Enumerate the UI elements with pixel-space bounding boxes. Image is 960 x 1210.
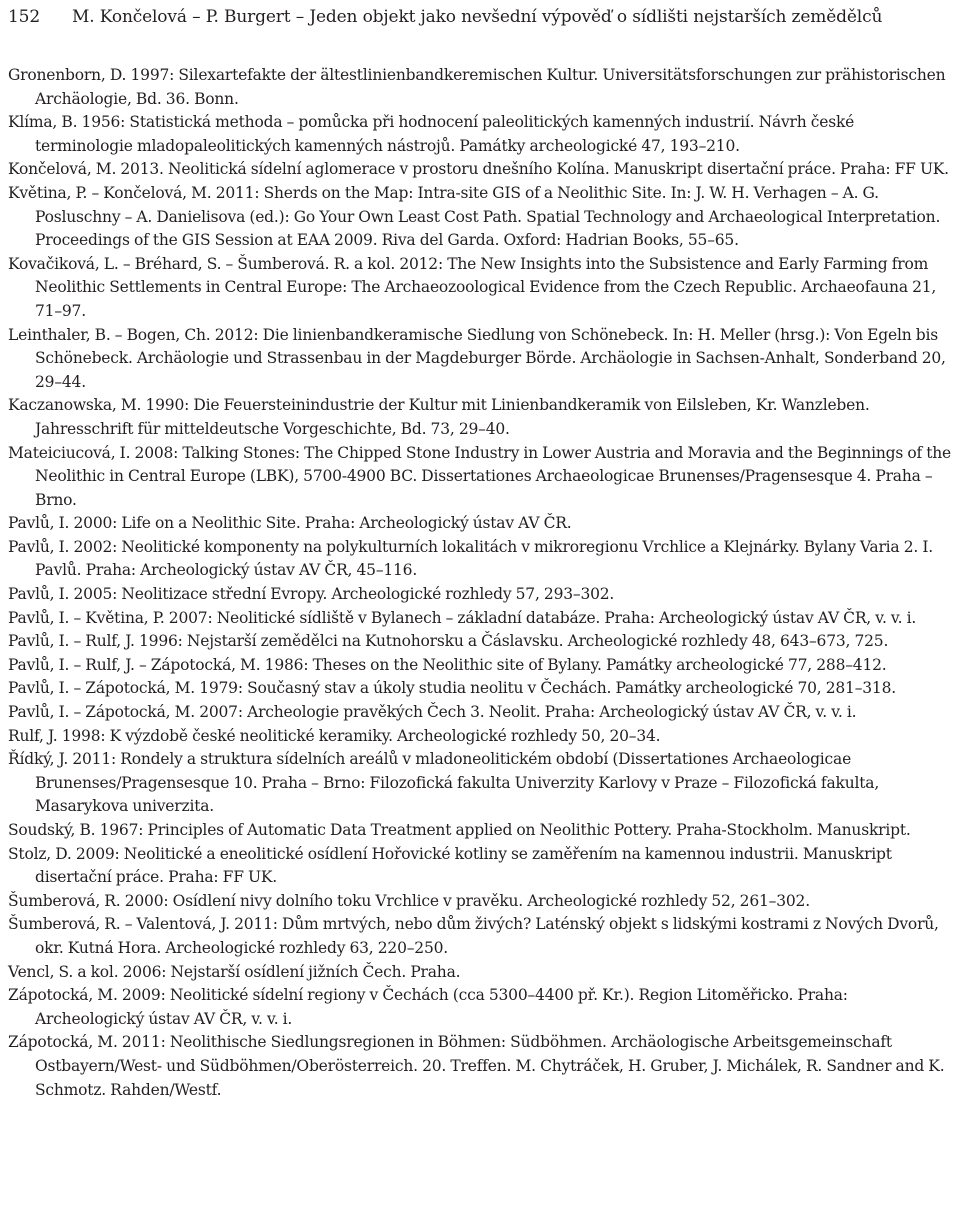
bibliography-entry: Kovačiková, L. – Bréhard, S. – Šumberová. R. a kol. 2012: The New Insights into the Subsistence and Early Farming from Neolithic Settlements in Central Europe: The Archaeozoological Evidence from the Czech Republic. Archaeofauna 21, 71–97. xyxy=(8,254,937,320)
page-number: 152 xyxy=(8,7,40,27)
bibliography-entry: Gronenborn, D. 1997: Silexartefakte der ältestlinienbandkeremischen Kultur. Universitätsforschungen zur prähistorischen Archäologie, Bd. 36. Bonn. xyxy=(8,66,946,108)
bibliography-entry: Řídký, J. 2011: Rondely a struktura sídelních areálů v mladoneolitickém období (Dissertationes Archaeologicae Brunenses/Pragensesque 10. Praha – Brno: Filozofická fakulta Univerzity Karlovy v Praze – Filozofická fakulta, Masarykova univerzita. xyxy=(8,750,880,816)
bibliography-entry: Rulf, J. 1998: K výzdobě české neolitické keramiky. Archeologické rozhledy 50, 20–34. xyxy=(8,726,661,745)
bibliography-entry: Pavlů, I. – Rulf, J. – Zápotocká, M. 1986: Theses on the Neolithic site of Bylany. Památky archeologické 77, 288–412. xyxy=(8,655,887,674)
running-title: M. Končelová – P. Burgert – Jeden objekt jako nevšední výpověď o sídlišti nejstarších zemědělců xyxy=(72,7,883,27)
bibliography-entry: Pavlů, I. – Květina, P. 2007: Neolitické sídliště v Bylanech – základní databáze. Praha: Archeologický ústav AV ČR, v. v. i. xyxy=(8,608,917,627)
bibliography-entry: Pavlů, I. – Zápotocká, M. 2007: Archeologie pravěkých Čech 3. Neolit. Praha: Archeologický ústav AV ČR, v. v. i. xyxy=(8,703,857,722)
bibliography-entry: Soudský, B. 1967: Principles of Automatic Data Treatment applied on Neolithic Pottery. Praha-Stockholm. Manuskript. xyxy=(8,821,911,839)
bibliography-entry: Končelová, M. 2013. Neolitická sídelní aglomerace v prostoru dnešního Kolína. Manuskript disertační práce. Praha: FF UK. xyxy=(8,160,949,179)
bibliography-entry: Zápotocká, M. 2009: Neolitické sídelní regiony v Čechách (cca 5300–4400 př. Kr.). Region Litoměřicko. Praha: Archeologický ústav AV ČR, v. v. i. xyxy=(8,986,848,1028)
bibliography-entry: Kaczanowska, M. 1990: Die Feuersteinindustrie der Kultur mit Linienbandkeramik von Eilsleben, Kr. Wanzleben. Jahresschrift für mitteldeutsche Vorgeschichte, Bd. 73, 29–40. xyxy=(8,396,870,438)
running-header xyxy=(8,4,948,30)
bibliography-entry: Šumberová, R. – Valentová, J. 2011: Dům mrtvých, nebo dům živých? Laténský objekt s lidskými kostrami z Nových Dvorů, okr. Kutná Hora. Archeologické rozhledy 63, 220–250. xyxy=(8,915,939,957)
bibliography-entry: Šumberová, R. 2000: Osídlení nivy dolního toku Vrchlice v pravěku. Archeologické rozhledy 52, 261–302. xyxy=(8,891,810,910)
bibliography-entry: Mateiciucová, I. 2008: Talking Stones: The Chipped Stone Industry in Lower Austria and Moravia and the Beginnings of the Neolithic in Central Europe (LBK), 5700-4900 BC. Dissertationes Archaeologicae Brunenses/Pragensesque 4. Praha – Brno. xyxy=(8,443,952,509)
bibliography-entry: Pavlů, I. – Zápotocká, M. 1979: Současný stav a úkoly studia neolitu v Čechách. Památky archeologické 70, 281–318. xyxy=(8,679,896,698)
bibliography-entry: Pavlů, I. – Rulf, J. 1996: Nejstarší zemědělci na Kutnohorsku a Čáslavsku. Archeologické rozhledy 48, 643–673, 725. xyxy=(8,632,889,651)
bibliography-entry: Stolz, D. 2009: Neolitické a eneolitické osídlení Hořovické kotliny se zaměřením na kamennou industrii. Manuskript disertační práce. Praha: FF UK. xyxy=(8,844,892,887)
bibliography-entry: Pavlů, I. 2000: Life on a Neolithic Site. Praha: Archeologický ústav AV ČR. xyxy=(8,514,572,533)
bibliography-entry: Zápotocká, M. 2011: Neolithische Siedlungsregionen in Böhmen: Südböhmen. Archäologische Arbeitsgemeinschaft Ostbayern/West- und Südböhmen/Oberösterreich. 20. Treffen. M. Chytráček, H. Gruber, J. Michálek, R. Sandner and K. Schmotz. Rahden/Westf. xyxy=(8,1033,945,1099)
bibliography-entry: Leinthaler, B. – Bogen, Ch. 2012: Die linienbandkeramische Siedlung von Schönebeck. In: H. Meller (hrsg.): Von Egeln bis Schönebeck. Archäologie und Strassenbau in der Magdeburger Börde. Archäologie in Sachsen-Anhalt, Sonderband 20, 29–44. xyxy=(8,325,946,391)
bibliography-entry: Vencl, S. a kol. 2006: Nejstarší osídlení jižních Čech. Praha. xyxy=(8,962,461,981)
bibliography-entry: Květina, P. – Končelová, M. 2011: Sherds on the Map: Intra-site GIS of a Neolithic Site. In: J. W. H. Verhagen – A. G. Posluschny – A. Danielisova (ed.): Go Your Own Least Cost Path. Spatial Technology and Archaeological Interpretation. Proceedings of the GIS Session at EAA 2009. Riva del Garda. Oxford: Hadrian Books, 55–65. xyxy=(8,183,941,250)
bibliography-entry: Klíma, B. 1956: Statistická methoda – pomůcka při hodnocení paleolitických kamenných industrií. Návrh české terminologie mladopaleolitických kamenných nástrojů. Památky archeologické 47, 193–210. xyxy=(8,113,855,155)
bibliography-list xyxy=(8,64,952,1102)
bibliography-entry: Pavlů, I. 2005: Neolitizace střední Evropy. Archeologické rozhledy 57, 293–302. xyxy=(8,585,615,604)
bibliography-entry: Pavlů, I. 2002: Neolitické komponenty na polykulturních lokalitách v mikroregionu Vrchlice a Klejnárky. Bylany Varia 2. I. Pavlů. Praha: Archeologický ústav AV ČR, 45–116. xyxy=(8,537,933,580)
